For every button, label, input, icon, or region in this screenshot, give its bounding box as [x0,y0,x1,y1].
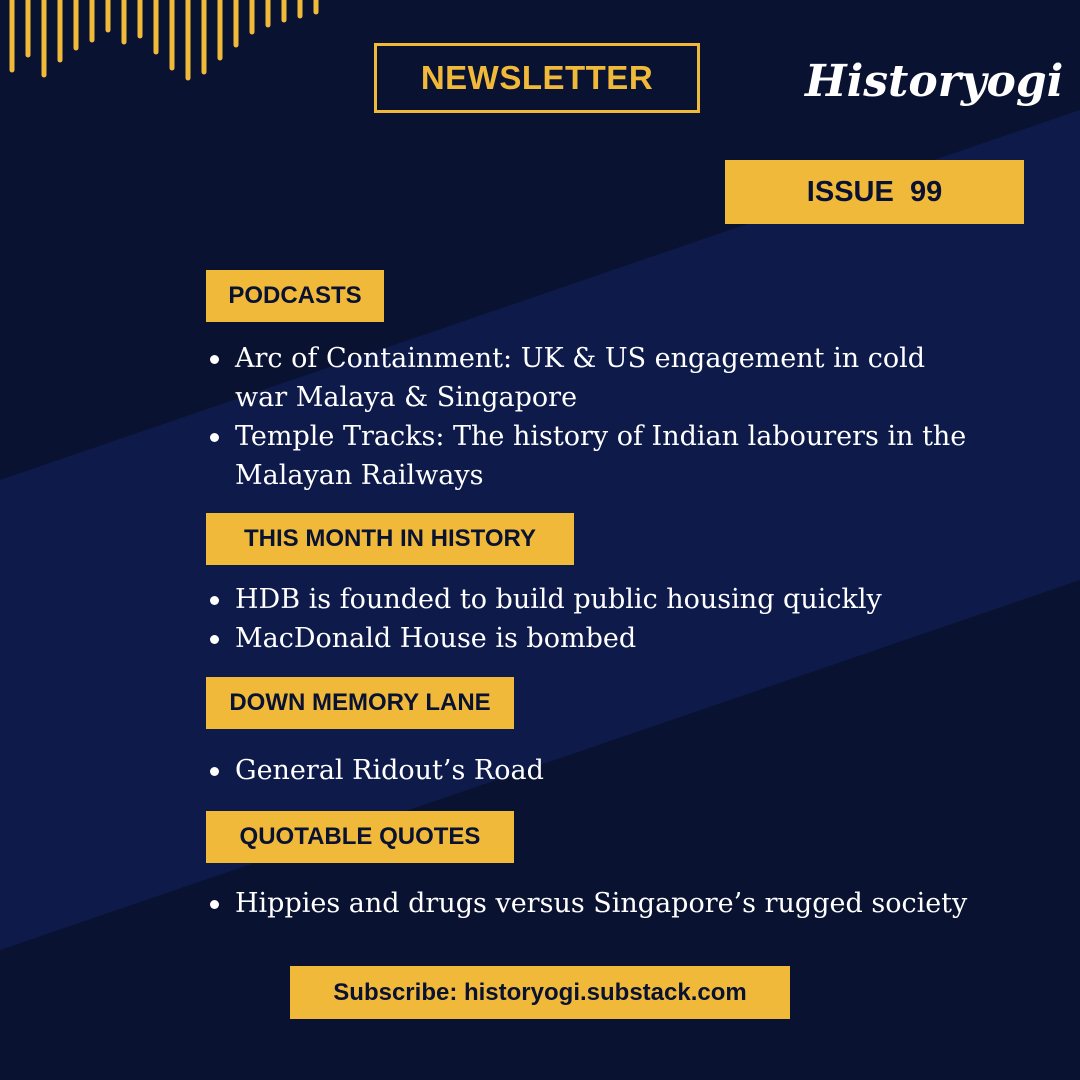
gold-lines-decoration [12,0,316,78]
section-this-month-list [205,580,1005,658]
list-item: HDB is founded to build public housing quickly [205,580,1005,619]
issue-badge [725,160,1024,224]
list-item: Temple Tracks: The history of Indian labourers in the Malayan Railways [205,417,985,495]
newsletter-label: NEWSLETTER [420,59,654,96]
section-quotes-list [205,884,1055,923]
list-item: MacDonald House is bombed [205,619,1005,658]
subscribe-banner[interactable] [290,966,790,1019]
section-memory-lane-list [205,751,1005,790]
list-item: Hippies and drugs versus Singapore’s rugged society [205,884,1055,923]
historyogi-logo: Historyogi [805,56,1064,107]
list-item: Arc of Containment: UK & US engagement in cold war Malaya & Singapore [205,339,985,417]
section-podcasts-label: PODCASTS [206,270,384,322]
newsletter-badge [374,43,700,113]
subscribe-label: Subscribe: historyogi.substack.com [333,978,747,1006]
section-memory-lane-label: DOWN MEMORY LANE [206,677,514,729]
section-this-month-label: THIS MONTH IN HISTORY [206,513,574,565]
section-quotes-label: QUOTABLE QUOTES [206,811,514,863]
list-item: General Ridout’s Road [205,751,1005,790]
issue-label: ISSUE 99 [806,175,943,208]
section-podcasts-list [205,339,985,495]
